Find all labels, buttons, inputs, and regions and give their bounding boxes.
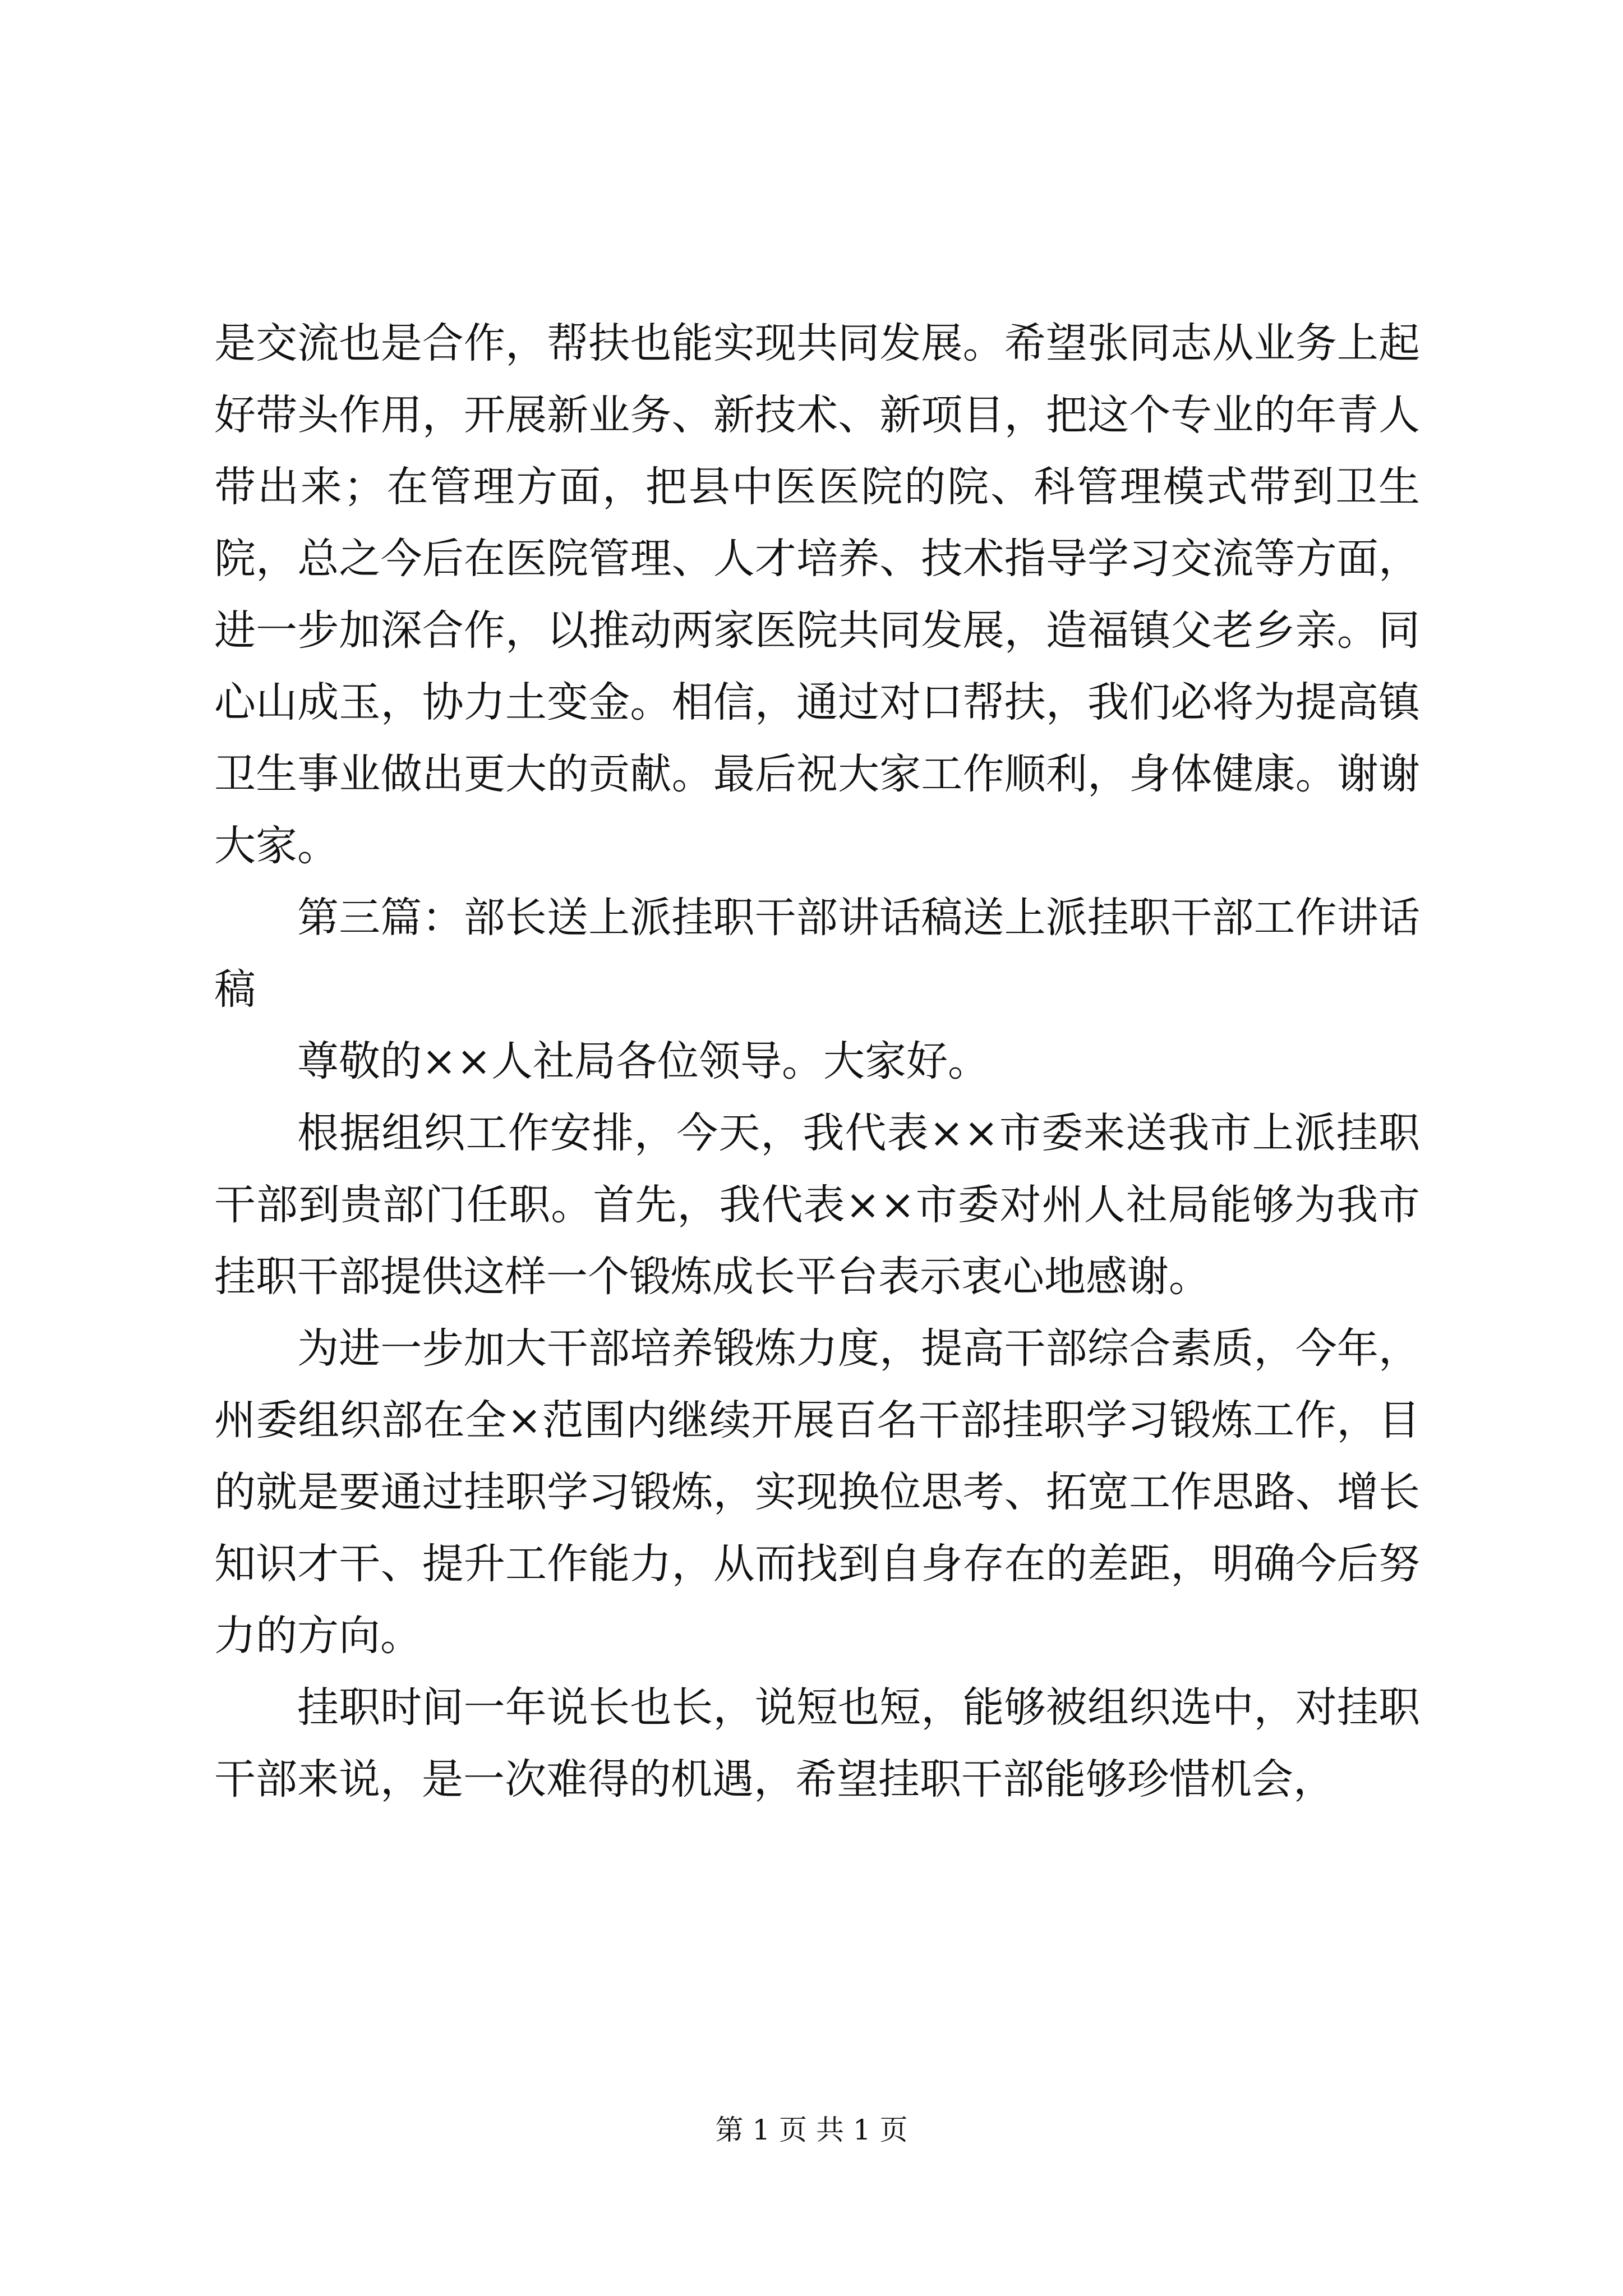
section-heading: 第三篇：部长送上派挂职干部讲话稿送上派挂职干部工作讲话稿 — [214, 894, 1420, 1014]
paragraph-purpose: 为进一步加大干部培养锻炼力度，提高干部综合素质，今年，州委组织部在全×范围内继续开展百名干部挂职学习锻炼工作，目的就是要通过挂职学习锻炼，实现换位思考、拓宽工作思路、增长知识才干、提升工作能力，从而找到自身存在的差距，明确今后努力的方向。 — [214, 1324, 1420, 1660]
page-footer: 第 1 页 共 1 页 — [715, 2114, 908, 2146]
paragraph-opportunity: 挂职时间一年说长也长，说短也短，能够被组织选中，对挂职干部来说，是一次难得的机遇，希望挂职干部能够珍惜机会， — [214, 1683, 1420, 1803]
paragraph-intro: 根据组织工作安排，今天，我代表××市委来送我市上派挂职干部到贵部门任职。首先，我代表××市委对州人社局能够为我市挂职干部提供这样一个锻炼成长平台表示衷心地感谢。 — [214, 1109, 1420, 1301]
document-body — [214, 307, 1420, 1815]
paragraph-continuation: 是交流也是合作，帮扶也能实现共同发展。希望张同志从业务上起好带头作用，开展新业务、新技术、新项目，把这个专业的年青人带出来；在管理方面，把县中医医院的院、科管理模式带到卫生院，总之今后在医院管理、人才培养、技术指导学习交流等方面，进一步加深合作，以推动两家医院共同发展，造福镇父老乡亲。同心山成玉，协力土变金。相信，通过对口帮扶，我们必将为提高镇卫生事业做出更大的贡献。最后祝大家工作顺利，身体健康。谢谢大家。 — [214, 319, 1420, 870]
salutation-paragraph: 尊敬的××人社局各位领导。大家好。 — [297, 1037, 990, 1085]
